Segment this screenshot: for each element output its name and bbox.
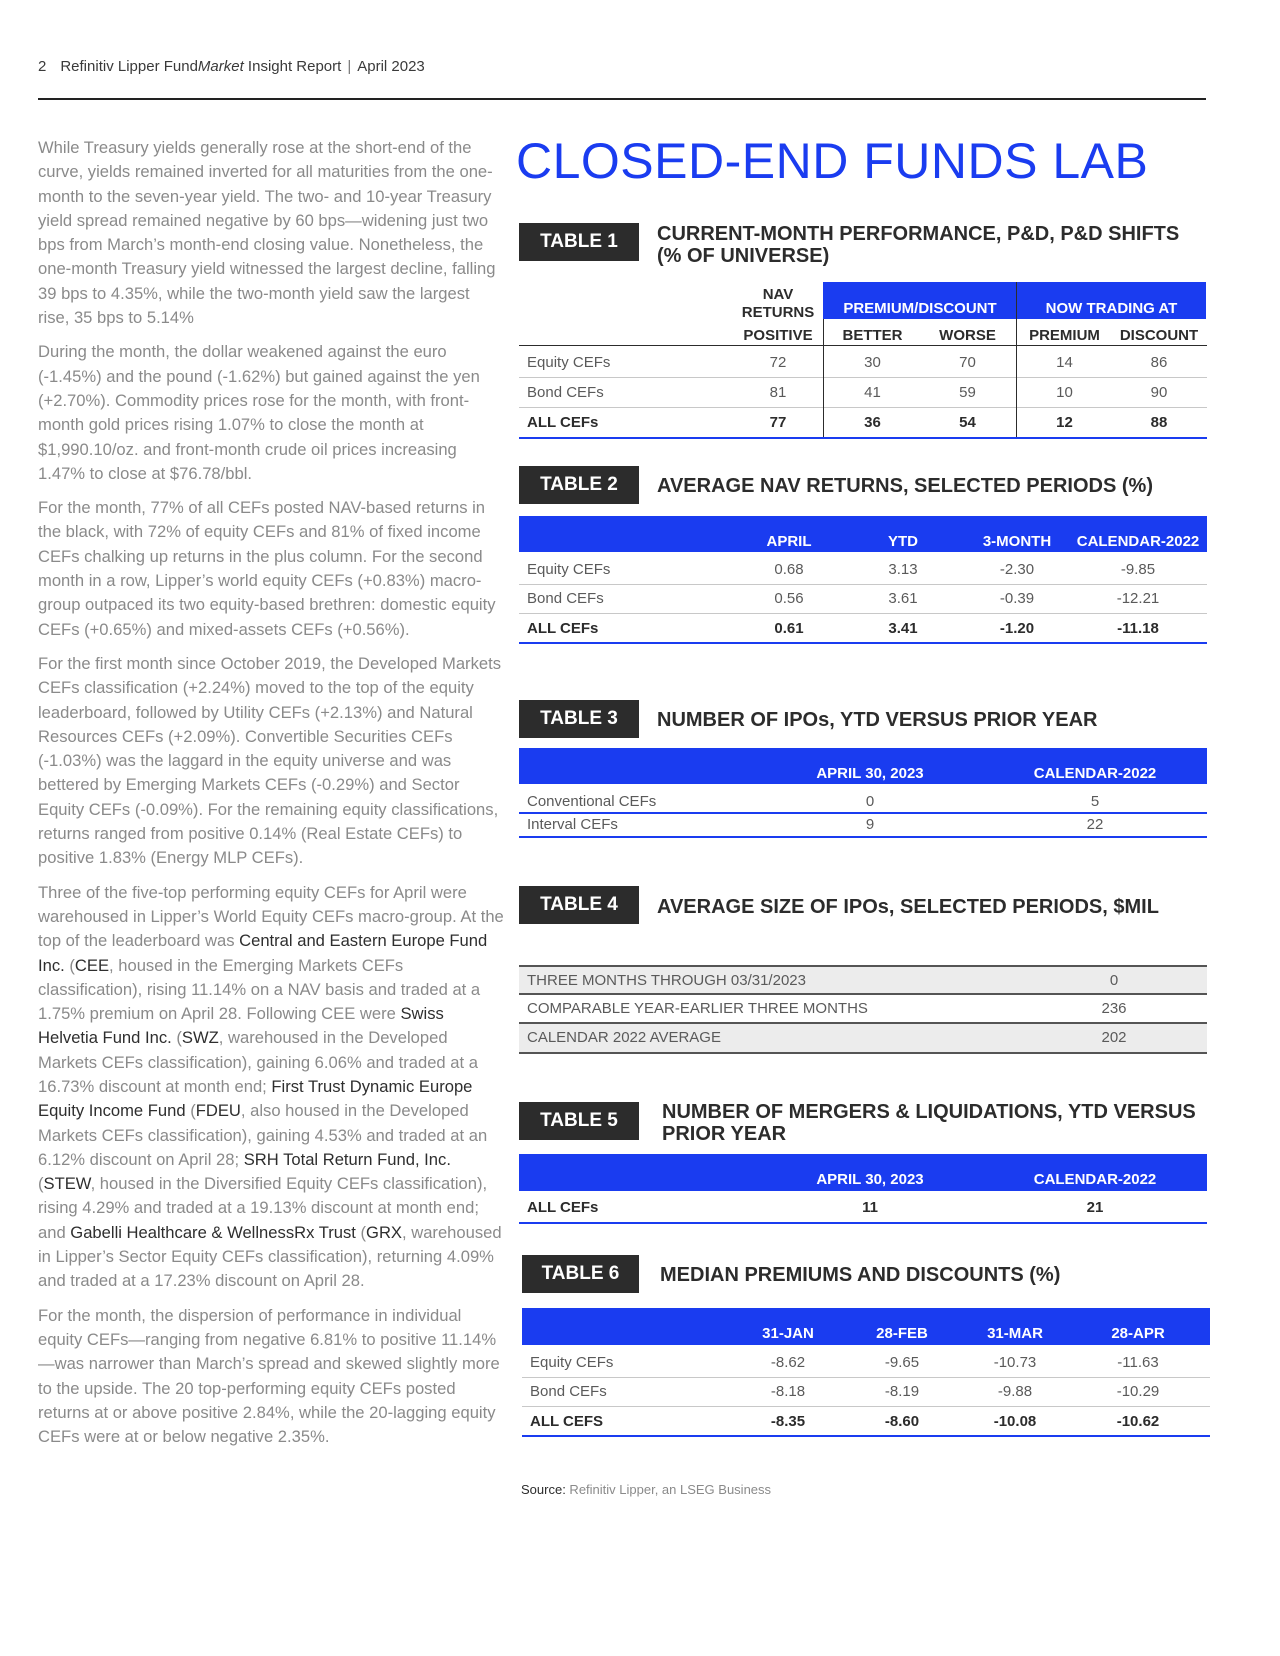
table1-sub-discount: DISCOUNT xyxy=(1119,327,1199,344)
cell: -8.62 xyxy=(770,1354,806,1371)
table-row xyxy=(519,993,1207,1023)
cell: 3.61 xyxy=(888,590,918,607)
cell: 0 xyxy=(865,793,875,810)
row-name: THREE MONTHS THROUGH 03/31/2023 xyxy=(527,972,806,989)
table1-sub-better: BETTER xyxy=(842,327,903,344)
cell: -9.85 xyxy=(1120,561,1156,578)
table6-label: TABLE 6 xyxy=(522,1255,639,1293)
cell-nav: 72 xyxy=(769,354,787,371)
col-header: APRIL 30, 2023 xyxy=(816,1171,924,1188)
cell: 9 xyxy=(865,816,875,833)
cell: -8.60 xyxy=(884,1413,920,1430)
table-row xyxy=(522,1407,1210,1437)
cell-premium: 12 xyxy=(1056,414,1073,431)
ticker: GRX xyxy=(366,1222,402,1242)
fund-name: SRH Total Return Fund, Inc. xyxy=(243,1149,451,1169)
col-header: 28-APR xyxy=(1111,1325,1165,1342)
cell: -8.18 xyxy=(770,1383,806,1400)
table3-title: NUMBER OF IPOs, YTD VERSUS PRIOR YEAR xyxy=(657,709,1098,731)
publication-name: Refinitiv Lipper FundMarket Insight Report xyxy=(60,58,342,75)
row-name: Conventional CEFs xyxy=(527,793,657,810)
source-label: Source: xyxy=(521,1482,566,1497)
col-header: 3-MONTH xyxy=(982,533,1052,550)
cell: 22 xyxy=(1086,816,1104,833)
table-row xyxy=(522,1378,1210,1407)
row-name: Bond CEFs xyxy=(527,384,604,401)
table3-label: TABLE 3 xyxy=(519,700,639,738)
table5-title: NUMBER OF MERGERS & LIQUIDATIONS, YTD VERSUS PRIOR YEAR xyxy=(662,1101,1196,1145)
article-body xyxy=(38,136,504,1459)
table-row xyxy=(519,788,1207,814)
table2-title: AVERAGE NAV RETURNS, SELECTED PERIODS (%) xyxy=(657,475,1153,497)
running-header xyxy=(38,58,425,75)
table4-title: AVERAGE SIZE OF IPOs, SELECTED PERIODS, $MIL xyxy=(657,896,1159,918)
row-name: CALENDAR 2022 AVERAGE xyxy=(527,1029,721,1046)
fund-name: Central and Eastern Europe Fund Inc. xyxy=(38,931,488,975)
cell: -11.18 xyxy=(1117,620,1159,637)
cell: 21 xyxy=(1086,1199,1104,1216)
cell-premium: 14 xyxy=(1056,354,1073,371)
table2-label: TABLE 2 xyxy=(519,466,639,504)
row-name: COMPARABLE YEAR-EARLIER THREE MONTHS xyxy=(527,1000,868,1017)
cell-discount: 88 xyxy=(1150,414,1168,431)
table-row xyxy=(522,1349,1210,1378)
row-name: Equity CEFs xyxy=(527,354,611,371)
ticker: FDEU xyxy=(195,1101,241,1121)
cell-nav: 81 xyxy=(769,384,787,401)
row-name: Interval CEFs xyxy=(527,816,618,833)
cell: 0 xyxy=(1109,972,1119,989)
cell: 0.61 xyxy=(774,620,804,637)
cell: -1.20 xyxy=(999,620,1035,637)
cell: -10.73 xyxy=(993,1354,1037,1371)
cell: -10.62 xyxy=(1116,1413,1160,1430)
row-name: ALL CEFs xyxy=(527,414,599,431)
cell-discount: 86 xyxy=(1150,354,1168,371)
table1-divider xyxy=(1016,282,1017,437)
page-number: 2 xyxy=(38,58,47,75)
row-name: Bond CEFs xyxy=(530,1383,607,1400)
table-row xyxy=(519,379,1207,408)
cell: -9.65 xyxy=(884,1354,920,1371)
cell: 0.68 xyxy=(774,561,804,578)
publication-date: April 2023 xyxy=(357,58,425,75)
row-name: Equity CEFs xyxy=(527,561,611,578)
cell: -10.29 xyxy=(1116,1383,1160,1400)
cell: 0.56 xyxy=(774,590,804,607)
ticker: SWZ xyxy=(181,1028,219,1048)
section-title: CLOSED-END FUNDS LAB xyxy=(516,133,1149,189)
cell: 202 xyxy=(1101,1029,1127,1046)
cell: -8.19 xyxy=(884,1383,920,1400)
table1-label: TABLE 1 xyxy=(519,223,639,261)
cell: 3.41 xyxy=(888,620,918,637)
cell: 5 xyxy=(1090,793,1100,810)
table-row xyxy=(519,409,1207,439)
cell: -2.30 xyxy=(999,561,1035,578)
ticker: STEW xyxy=(43,1174,91,1194)
paragraph: For the month, 77% of all CEFs posted NAV-based returns in the black, with 72% of equity CEFs and 81% of fixed income CEFs chalking up returns in the plus column. For the second month in a row, Lipper’s world equity CEFs (+0.83%) macro-group outpaced its two equity-based brethren: domestic equity CEFs (+0.65%) and mixed-assets CEFs (+0.56%). xyxy=(38,498,496,639)
table1-group-premium-discount: PREMIUM/DISCOUNT xyxy=(843,300,997,317)
cell: 3.13 xyxy=(888,561,918,578)
paragraph: For the first month since October 2019, the Developed Markets CEFs classification (+2.24%) moved to the top of the equity leaderboard, followed by Utility CEFs (+2.13%) and Natural Resources CEFs (+2.09%). Convertible Securities CEFs (-1.03%) was the laggard in the equity universe and was bettered by Emerging Markets CEFs (-0.29%) and Sector Equity CEFs (-0.09%). For the remaining equity classifications, returns ranged from positive 0.14% (Real Estate CEFs) to positive 1.83% (Energy MLP CEFs). xyxy=(38,653,502,868)
cell: -9.88 xyxy=(997,1383,1033,1400)
table1-nav-header: NAV RETURNS xyxy=(741,286,815,321)
paragraph: During the month, the dollar weakened against the euro (-1.45%) and the pound (-1.62%) but gained against the yen (+2.70%). Commodity prices rose for the month, with front-month gold prices rising 1.07% to close the month at $1,990.10/oz. and front-month crude oil prices increasing 1.47% to close at $76.78/bbl. xyxy=(38,342,480,483)
cell: -12.21 xyxy=(1116,590,1160,607)
cell: -8.35 xyxy=(770,1413,806,1430)
table-row xyxy=(519,967,1207,993)
source-text: Refinitiv Lipper, an LSEG Business xyxy=(565,1482,772,1497)
header-separator: | xyxy=(347,58,352,75)
row-name: ALL CEFs xyxy=(527,620,599,637)
table5-label: TABLE 5 xyxy=(519,1102,639,1140)
table-row xyxy=(519,614,1207,644)
cell-better: 30 xyxy=(864,354,881,371)
fund-name: First Trust Dynamic Europe Equity Income Fund xyxy=(38,1076,473,1121)
col-header: CALENDAR-2022 xyxy=(1076,533,1200,550)
table1-group-now-trading: NOW TRADING AT xyxy=(1045,300,1178,317)
row-name: ALL CEFS xyxy=(530,1413,604,1430)
ticker: CEE xyxy=(74,955,110,975)
paragraph: While Treasury yields generally rose at the short-end of the curve, yields remained inverted for all maturities from the one-month to the seven-year yield. The two- and 10-year Treasury yield spread remained negative by 60 bps—widening just two bps from March’s month-end closing value. Nonetheless, the one-month Treasury yield witnessed the largest decline, falling 39 bps to 4.35%, while the two-month yield saw the largest rise, 35 bps to 5.14% xyxy=(38,138,496,328)
cell-worse: 70 xyxy=(959,354,976,371)
col-header: APRIL xyxy=(766,533,812,550)
col-header: CALENDAR-2022 xyxy=(1033,765,1157,782)
header-rule xyxy=(38,98,1206,100)
cell-premium: 10 xyxy=(1056,384,1073,401)
fund-name: Swiss Helvetia Fund Inc. xyxy=(38,1004,444,1048)
cell: 11 xyxy=(862,1199,878,1216)
row-name: Equity CEFs xyxy=(530,1354,614,1371)
table-row xyxy=(519,815,1207,838)
table1-sub-premium: PREMIUM xyxy=(1029,327,1100,344)
cell: 236 xyxy=(1101,1000,1127,1017)
paragraph: For the month, the dispersion of performance in individual equity CEFs—ranging from negative 6.81% to positive 11.14%—was narrower than March’s spread and skewed slightly more to the upside. The 20 top-performing equity CEFs posted returns at or above positive 2.84%, while the 20-lagging equity CEFs were at or below negative 2.35%. xyxy=(38,1305,500,1447)
cell-worse: 59 xyxy=(959,384,976,401)
source-note xyxy=(521,1482,771,1497)
table-row xyxy=(519,349,1207,378)
paragraph: Three of the five-top performing equity CEFs for April were warehoused in Lipper’s World Equity CEFs macro-group. At the top of the leaderboard was Central and Eastern Europe Fund Inc. (CEE, housed in the Emerging Markets CEFs classification), rising 11.14% on a NAV basis and traded at a 1.75% premium on April 28. Following CEE were Swiss Helvetia Fund Inc. (SWZ, warehoused in the Developed Markets CEFs classification), gaining 6.06% and traded at a 16.73% discount at month end; First Trust Dynamic Europe Equity Income Fund (FDEU, also housed in the Developed Markets CEFs classification), gaining 4.53% and traded at an 6.12% discount on April 28; SRH Total Return Fund, Inc. (STEW, housed in the Diversified Equity CEFs classification), rising 4.29% and traded at a 19.13% discount at month end; and Gabelli Healthcare & WellnessRx Trust (GRX, warehoused in Lipper’s Sector Equity CEFs classification), returning 4.09% and traded at a 17.23% discount on April 28. xyxy=(38,882,504,1291)
col-header: APRIL 30, 2023 xyxy=(816,765,924,782)
row-name: Bond CEFs xyxy=(527,590,604,607)
cell: -10.08 xyxy=(993,1413,1037,1430)
cell: -0.39 xyxy=(999,590,1035,607)
table-row xyxy=(519,585,1207,614)
table4-label: TABLE 4 xyxy=(519,886,639,924)
cell-nav: 77 xyxy=(769,414,787,431)
table-row xyxy=(519,556,1207,585)
col-header: 31-JAN xyxy=(762,1325,814,1342)
col-header: YTD xyxy=(888,533,918,550)
col-header: 31-MAR xyxy=(987,1325,1043,1342)
table1-divider xyxy=(823,319,824,437)
table-row xyxy=(519,1195,1207,1224)
cell: -11.63 xyxy=(1117,1354,1159,1371)
table-row xyxy=(519,1022,1207,1054)
col-header: CALENDAR-2022 xyxy=(1033,1171,1157,1188)
cell-discount: 90 xyxy=(1150,384,1168,401)
cell-better: 41 xyxy=(864,384,881,401)
table1-nav-header-positive: POSITIVE xyxy=(743,327,813,344)
row-name: ALL CEFs xyxy=(527,1199,599,1216)
cell-better: 36 xyxy=(864,414,881,431)
col-header: 28-FEB xyxy=(876,1325,928,1342)
table6-title: MEDIAN PREMIUMS AND DISCOUNTS (%) xyxy=(660,1264,1061,1286)
table1-sub-worse: WORSE xyxy=(939,327,996,344)
cell-worse: 54 xyxy=(959,414,976,431)
table1-title: CURRENT-MONTH PERFORMANCE, P&D, P&D SHIFTS (% OF UNIVERSE) xyxy=(657,223,1180,267)
fund-name: Gabelli Healthcare & WellnessRx Trust xyxy=(70,1222,356,1242)
